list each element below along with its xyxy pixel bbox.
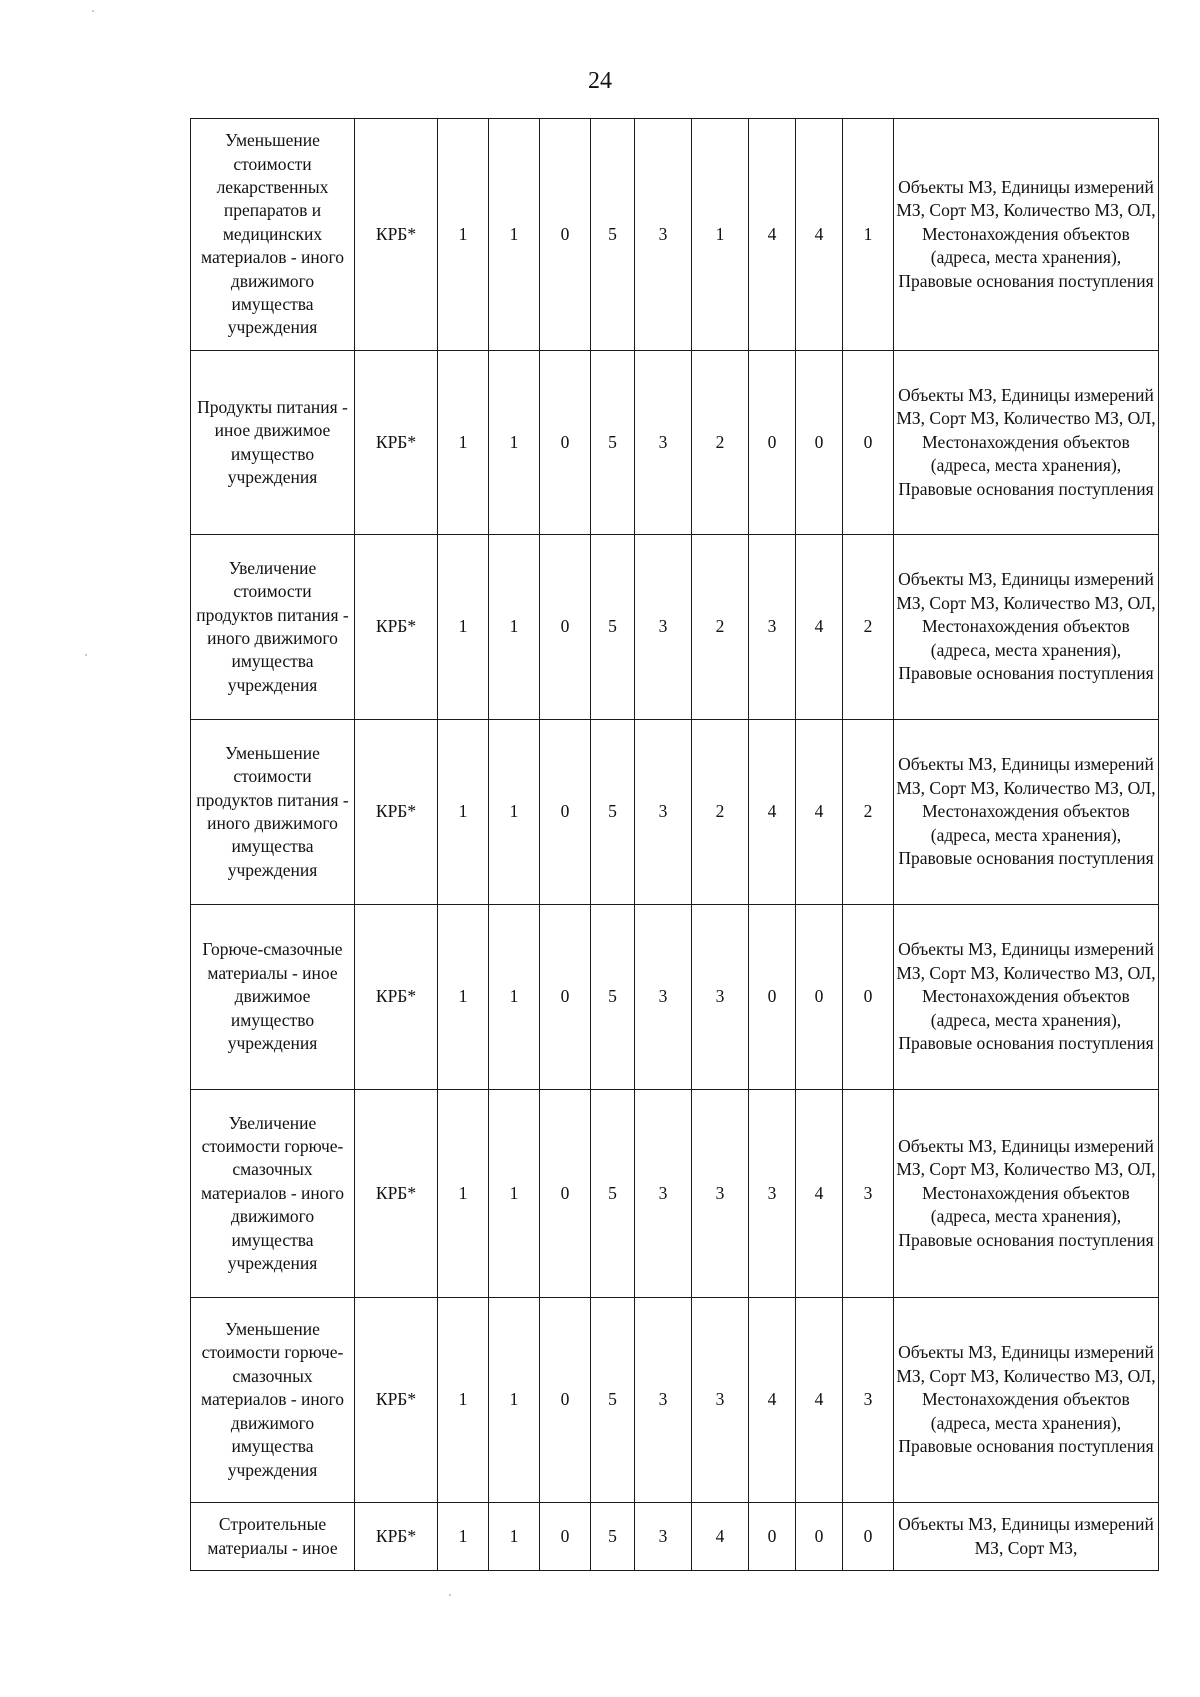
- item-name-cell: Увеличение стоимости продуктов питания - иного движимого имущества учреждения: [191, 535, 355, 720]
- code-cell: КРБ*: [355, 535, 438, 720]
- account-digit-cell: 3: [635, 119, 692, 351]
- analytics-attributes-cell: Объекты МЗ, Единицы измерений МЗ, Сорт МЗ, Количество МЗ, ОЛ, Местонахождения объектов (адреса, места хранения), Правовые основания поступления: [894, 905, 1159, 1090]
- account-digit-cell: 4: [796, 119, 843, 351]
- account-digit-cell: 3: [635, 351, 692, 535]
- account-digit-cell: 1: [438, 1090, 489, 1298]
- account-digit-cell: 3: [692, 1090, 749, 1298]
- account-digit-cell: 5: [591, 1503, 635, 1571]
- analytics-attributes-cell: Объекты МЗ, Единицы измерений МЗ, Сорт МЗ, Количество МЗ, ОЛ, Местонахождения объектов (адреса, места хранения), Правовые основания поступления: [894, 535, 1159, 720]
- account-digit-cell: 1: [843, 119, 894, 351]
- account-digit-cell: 0: [843, 1503, 894, 1571]
- account-digit-cell: 4: [796, 1298, 843, 1503]
- account-digit-cell: 1: [489, 1503, 540, 1571]
- account-digit-cell: 3: [749, 535, 796, 720]
- table-row: [191, 535, 1159, 720]
- table-row: [191, 351, 1159, 535]
- code-cell: КРБ*: [355, 720, 438, 905]
- account-digit-cell: 1: [438, 119, 489, 351]
- account-digit-cell: 1: [489, 351, 540, 535]
- account-digit-cell: 0: [540, 1503, 591, 1571]
- account-digit-cell: 5: [591, 905, 635, 1090]
- table-row: [191, 905, 1159, 1090]
- account-digit-cell: 1: [489, 720, 540, 905]
- analytics-attributes-cell: Объекты МЗ, Единицы измерений МЗ, Сорт МЗ, Количество МЗ, ОЛ, Местонахождения объектов (адреса, места хранения), Правовые основания поступления: [894, 351, 1159, 535]
- account-digit-cell: 0: [843, 905, 894, 1090]
- item-name-cell: Уменьшение стоимости продуктов питания - иного движимого имущества учреждения: [191, 720, 355, 905]
- account-digit-cell: 1: [438, 351, 489, 535]
- item-name-cell: Горюче-смазочные материалы - иное движимое имущество учреждения: [191, 905, 355, 1090]
- account-digit-cell: 5: [591, 720, 635, 905]
- account-digit-cell: 3: [692, 905, 749, 1090]
- table-row: [191, 1298, 1159, 1503]
- account-digit-cell: 1: [438, 535, 489, 720]
- account-digit-cell: 3: [635, 1298, 692, 1503]
- account-digit-cell: 5: [591, 119, 635, 351]
- account-digit-cell: 3: [635, 535, 692, 720]
- code-cell: КРБ*: [355, 1503, 438, 1571]
- account-digit-cell: 1: [489, 905, 540, 1090]
- account-digit-cell: 5: [591, 1298, 635, 1503]
- code-cell: КРБ*: [355, 905, 438, 1090]
- account-digit-cell: 1: [489, 1298, 540, 1503]
- account-digit-cell: 1: [489, 535, 540, 720]
- account-digit-cell: 4: [749, 720, 796, 905]
- account-digit-cell: 0: [749, 905, 796, 1090]
- account-digit-cell: 4: [749, 1298, 796, 1503]
- account-digit-cell: 3: [843, 1090, 894, 1298]
- item-name-cell: Уменьшение стоимости горюче-смазочных материалов - иного движимого имущества учреждения: [191, 1298, 355, 1503]
- account-digit-cell: 0: [796, 1503, 843, 1571]
- table-row: [191, 720, 1159, 905]
- account-digit-cell: 0: [540, 720, 591, 905]
- account-digit-cell: 3: [635, 1090, 692, 1298]
- account-digit-cell: 5: [591, 535, 635, 720]
- account-digit-cell: 2: [692, 535, 749, 720]
- account-digit-cell: 1: [438, 1503, 489, 1571]
- account-digit-cell: 0: [796, 905, 843, 1090]
- code-cell: КРБ*: [355, 1298, 438, 1503]
- code-cell: КРБ*: [355, 351, 438, 535]
- account-digit-cell: 0: [540, 905, 591, 1090]
- account-digit-cell: 3: [843, 1298, 894, 1503]
- account-digit-cell: 0: [540, 119, 591, 351]
- scan-speck: [85, 654, 87, 656]
- account-digit-cell: 0: [796, 351, 843, 535]
- account-digit-cell: 1: [438, 720, 489, 905]
- account-digit-cell: 3: [749, 1090, 796, 1298]
- account-digit-cell: 5: [591, 1090, 635, 1298]
- code-cell: КРБ*: [355, 1090, 438, 1298]
- item-name-cell: Строительные материалы - иное: [191, 1503, 355, 1571]
- account-digit-cell: 1: [438, 1298, 489, 1503]
- account-digit-cell: 3: [635, 905, 692, 1090]
- account-digit-cell: 0: [540, 535, 591, 720]
- account-digit-cell: 0: [843, 351, 894, 535]
- account-digit-cell: 4: [796, 720, 843, 905]
- code-cell: КРБ*: [355, 119, 438, 351]
- item-name-cell: Увеличение стоимости горюче-смазочных материалов - иного движимого имущества учреждения: [191, 1090, 355, 1298]
- analytics-attributes-cell: Объекты МЗ, Единицы измерений МЗ, Сорт МЗ, Количество МЗ, ОЛ, Местонахождения объектов (адреса, места хранения), Правовые основания поступления: [894, 720, 1159, 905]
- account-digit-cell: 0: [749, 351, 796, 535]
- account-digit-cell: 2: [692, 720, 749, 905]
- page-number: 24: [588, 68, 612, 94]
- account-digit-cell: 2: [843, 535, 894, 720]
- account-digit-cell: 1: [438, 905, 489, 1090]
- account-digit-cell: 1: [489, 119, 540, 351]
- account-digit-cell: 0: [749, 1503, 796, 1571]
- scan-speck: [92, 10, 94, 12]
- account-digit-cell: 3: [635, 720, 692, 905]
- table-row: [191, 1090, 1159, 1298]
- analytics-attributes-cell: Объекты МЗ, Единицы измерений МЗ, Сорт МЗ,: [894, 1503, 1159, 1571]
- account-digit-cell: 2: [692, 351, 749, 535]
- account-digit-cell: 0: [540, 1090, 591, 1298]
- account-digit-cell: 4: [749, 119, 796, 351]
- item-name-cell: Уменьшение стоимости лекарственных препаратов и медицинских материалов - иного движимого имущества учреждения: [191, 119, 355, 351]
- account-digit-cell: 3: [635, 1503, 692, 1571]
- account-digit-cell: 3: [692, 1298, 749, 1503]
- account-digit-cell: 2: [843, 720, 894, 905]
- accounts-table: [190, 118, 1159, 1571]
- scan-speck: [449, 1594, 451, 1596]
- account-digit-cell: 0: [540, 351, 591, 535]
- analytics-attributes-cell: Объекты МЗ, Единицы измерений МЗ, Сорт МЗ, Количество МЗ, ОЛ, Местонахождения объектов (адреса, места хранения), Правовые основания поступления: [894, 1298, 1159, 1503]
- account-digit-cell: 0: [540, 1298, 591, 1503]
- account-digit-cell: 5: [591, 351, 635, 535]
- analytics-attributes-cell: Объекты МЗ, Единицы измерений МЗ, Сорт МЗ, Количество МЗ, ОЛ, Местонахождения объектов (адреса, места хранения), Правовые основания поступления: [894, 1090, 1159, 1298]
- table-row: [191, 1503, 1159, 1571]
- item-name-cell: Продукты питания - иное движимое имущество учреждения: [191, 351, 355, 535]
- account-digit-cell: 4: [692, 1503, 749, 1571]
- analytics-attributes-cell: Объекты МЗ, Единицы измерений МЗ, Сорт МЗ, Количество МЗ, ОЛ, Местонахождения объектов (адреса, места хранения), Правовые основания поступления: [894, 119, 1159, 351]
- account-digit-cell: 4: [796, 1090, 843, 1298]
- table-row: [191, 119, 1159, 351]
- account-digit-cell: 4: [796, 535, 843, 720]
- account-digit-cell: 1: [489, 1090, 540, 1298]
- account-digit-cell: 1: [692, 119, 749, 351]
